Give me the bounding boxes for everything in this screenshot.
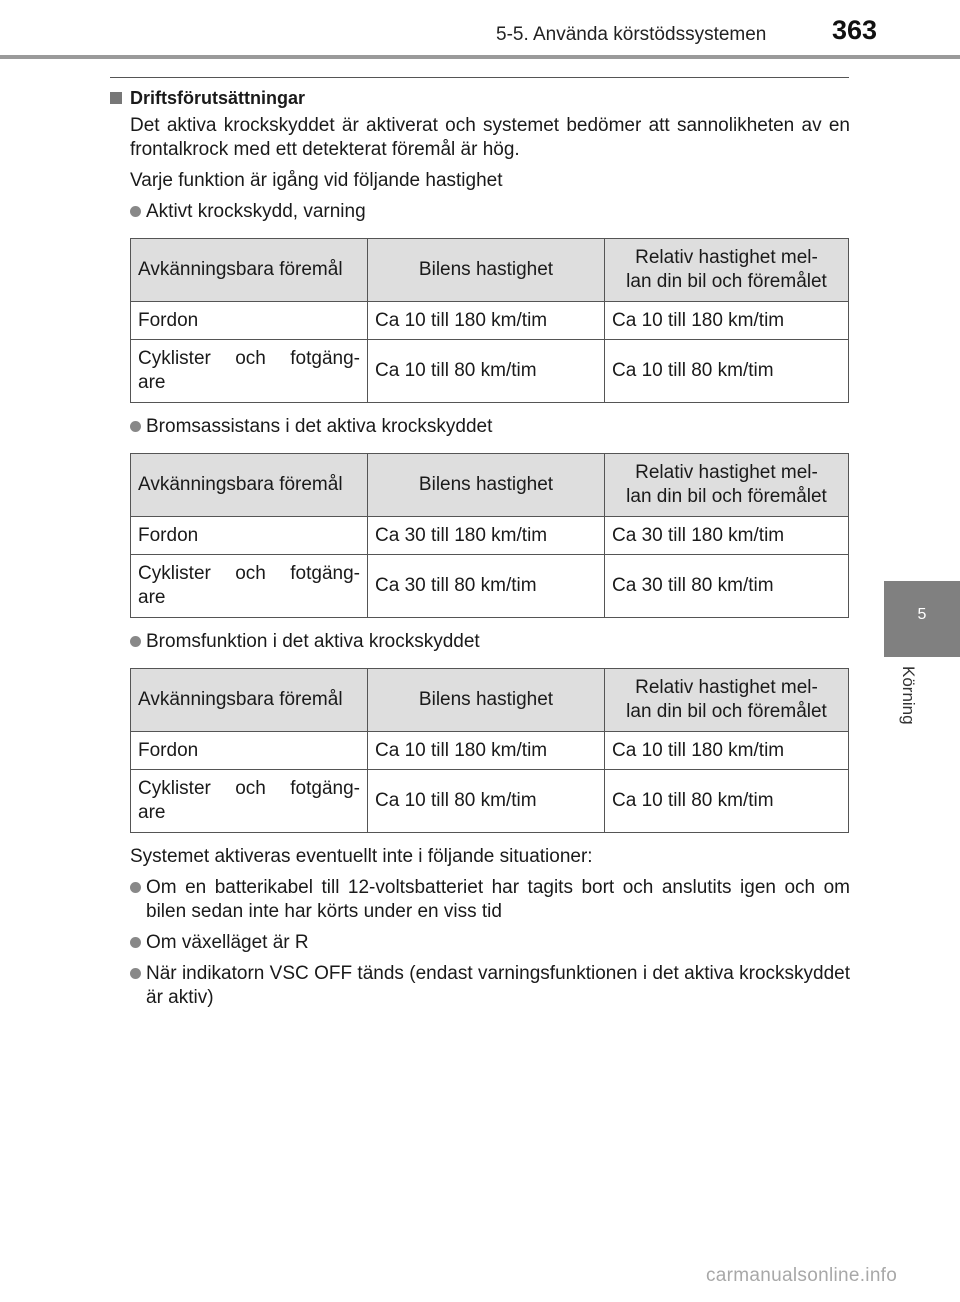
- cell-vehicle-speed: Ca 10 till 180 km/tim: [368, 302, 605, 340]
- condition-item: [130, 931, 850, 955]
- cell-relative-speed: Ca 10 till 80 km/tim: [605, 770, 849, 833]
- chapter-number: 5: [917, 606, 927, 623]
- cell-object-line1: Cyklister och fotgäng-: [138, 348, 360, 369]
- bullet-dot-icon: [130, 882, 141, 893]
- condition-text: Om växelläget är R: [146, 932, 309, 953]
- bullet-dot-icon: [130, 421, 141, 432]
- cell-vehicle-speed: Ca 30 till 180 km/tim: [368, 517, 605, 555]
- table-row: [131, 517, 849, 555]
- cell-object-line1: Cyklister och fotgäng-: [138, 563, 360, 584]
- cell-relative-speed: Ca 10 till 180 km/tim: [605, 302, 849, 340]
- cell-object: [131, 340, 368, 403]
- header-relative-line1: Relativ hastighet mel-: [635, 247, 818, 268]
- condition-text: När indikatorn VSC OFF tänds (endast varningsfunktionen i det aktiva krockskyddet är aktiv): [146, 963, 850, 1008]
- cell-relative-speed: Ca 10 till 80 km/tim: [605, 340, 849, 403]
- cell-object-line2: are: [138, 372, 166, 393]
- cell-relative-speed: Ca 30 till 180 km/tim: [605, 517, 849, 555]
- square-bullet-icon: [110, 92, 122, 104]
- cell-object-line2: are: [138, 802, 166, 823]
- cell-vehicle-speed: Ca 10 till 80 km/tim: [368, 340, 605, 403]
- cell-vehicle-speed: Ca 30 till 80 km/tim: [368, 555, 605, 618]
- header-cell-relative-speed: [605, 669, 849, 732]
- speed-table: [130, 668, 849, 833]
- function-label-text: Bromsfunktion i det aktiva krockskyddet: [146, 631, 480, 652]
- header-cell-object: Avkänningsbara föremål: [131, 454, 368, 517]
- function-label-text: Aktivt krockskydd, varning: [146, 201, 366, 222]
- table-row: [131, 770, 849, 833]
- page-number: 363: [832, 15, 878, 45]
- cell-relative-speed: Ca 30 till 80 km/tim: [605, 555, 849, 618]
- section-heading-text: Driftsförutsättningar: [130, 88, 305, 108]
- cell-object: [131, 555, 368, 618]
- condition-item: [130, 962, 850, 1010]
- header-relative-line1: Relativ hastighet mel-: [635, 462, 818, 483]
- table-row: [131, 555, 849, 618]
- page-content: [110, 86, 850, 1017]
- cell-object: Fordon: [131, 302, 368, 340]
- cell-object-line1: Cyklister och fotgäng-: [138, 778, 360, 799]
- table-header-row: [131, 669, 849, 732]
- header-cell-vehicle-speed: Bilens hastighet: [368, 239, 605, 302]
- cell-object-line2: are: [138, 587, 166, 608]
- cell-relative-speed: Ca 10 till 180 km/tim: [605, 732, 849, 770]
- cell-object: Fordon: [131, 732, 368, 770]
- header-relative-line2: lan din bil och föremålet: [626, 271, 827, 292]
- conditions-intro: Systemet aktiveras eventuellt inte i följande situationer:: [130, 846, 593, 867]
- table-row: [131, 732, 849, 770]
- condition-text: Om en batterikabel till 12-voltsbatteriet har tagits bort och anslutits igen och om bilen sedan inte har körts under en viss tid: [146, 877, 850, 922]
- table-row: [131, 340, 849, 403]
- header-relative-line2: lan din bil och föremålet: [626, 486, 827, 507]
- cell-vehicle-speed: Ca 10 till 80 km/tim: [368, 770, 605, 833]
- header-cell-relative-speed: [605, 239, 849, 302]
- content-divider: [110, 77, 849, 78]
- header-relative-line2: lan din bil och föremålet: [626, 701, 827, 722]
- cell-object: Fordon: [131, 517, 368, 555]
- header-cell-relative-speed: [605, 454, 849, 517]
- table-header-row: [131, 239, 849, 302]
- function-label: [130, 200, 850, 224]
- cell-vehicle-speed: Ca 10 till 180 km/tim: [368, 732, 605, 770]
- speed-note: Varje funktion är igång vid följande hastighet: [130, 170, 503, 191]
- cell-object: [131, 770, 368, 833]
- bullet-dot-icon: [130, 206, 141, 217]
- table-header-row: [131, 454, 849, 517]
- speed-table: [130, 238, 849, 403]
- bullet-dot-icon: [130, 968, 141, 979]
- header-cell-object: Avkänningsbara föremål: [131, 239, 368, 302]
- header-rule: [0, 55, 960, 59]
- page-header: [0, 0, 960, 60]
- intro-paragraph: Det aktiva krockskyddet är aktiverat och systemet bedömer att sannolikheten av en frontalkrock med ett detekterat föremål är hög.: [130, 115, 850, 160]
- bullet-dot-icon: [130, 636, 141, 647]
- section-title: 5-5. Använda körstödssystemen: [496, 24, 767, 45]
- header-cell-object: Avkänningsbara föremål: [131, 669, 368, 732]
- chapter-label: Körning: [899, 666, 918, 725]
- section-heading: [110, 86, 850, 110]
- header-cell-vehicle-speed: Bilens hastighet: [368, 454, 605, 517]
- table-row: [131, 302, 849, 340]
- watermark: carmanualsonline.info: [706, 1265, 898, 1286]
- speed-table: [130, 453, 849, 618]
- condition-item: [130, 876, 850, 924]
- header-cell-vehicle-speed: Bilens hastighet: [368, 669, 605, 732]
- chapter-tab[interactable]: [884, 581, 960, 657]
- bullet-dot-icon: [130, 937, 141, 948]
- function-label: [130, 630, 850, 654]
- function-label: [130, 415, 850, 439]
- function-label-text: Bromsassistans i det aktiva krockskyddet: [146, 416, 493, 437]
- header-relative-line1: Relativ hastighet mel-: [635, 677, 818, 698]
